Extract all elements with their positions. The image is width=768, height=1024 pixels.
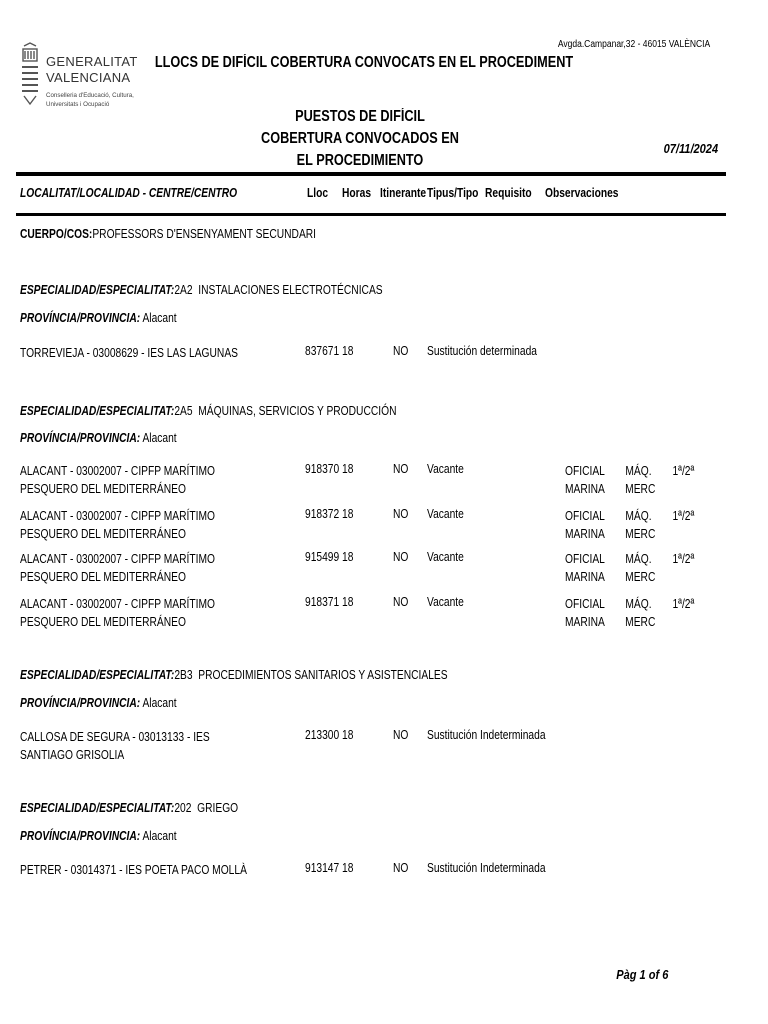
provincia-line (20, 829, 177, 843)
column-header-centro: LOCALITAT/LOCALIDAD - CENTRE/CENTRO (20, 186, 238, 200)
especialidad-name: MÁQUINAS, SERVICIOS Y PRODUCCIÓN (198, 404, 397, 418)
cell-horas: 18 (342, 728, 354, 742)
provincia-line (20, 311, 177, 325)
especialidad-heading (20, 283, 383, 297)
cell-itinerante: NO (393, 728, 409, 742)
especialidad-heading (20, 668, 448, 682)
cell-tipo: Vacante (427, 595, 464, 609)
provincia-value: Alacant (142, 829, 177, 843)
especialidad-label: ESPECIALIDAD/ESPECIALITAT: (20, 283, 175, 297)
cell-tipo: Vacante (427, 462, 464, 476)
page-number: Pàg 1 of 6 (615, 967, 668, 982)
cell-itinerante: NO (393, 861, 409, 875)
document-title-spanish: PUESTOS DE DIFÍCIL COBERTURA CONVOCADOS EN EL PROCEDIMIENTO (261, 108, 459, 169)
cell-centro: CALLOSA DE SEGURA - 03013133 - IES SANTIAGO GRISOLIA (20, 730, 210, 762)
document-date: 07/11/2024 (663, 141, 718, 156)
cuerpo-value: PROFESSORS D'ENSENYAMENT SECUNDARI (92, 227, 317, 241)
cell-centro: PETRER - 03014371 - IES POETA PACO MOLLÀ (20, 863, 247, 877)
column-header-itinerante: Itinerante (380, 186, 427, 200)
header-rule-bottom (16, 213, 726, 216)
especialidad-heading (20, 404, 396, 418)
table-row (20, 507, 720, 547)
provincia-label: PROVÍNCIA/PROVINCIA: (20, 311, 141, 325)
column-header-tipo: Tipus/Tipo (427, 186, 479, 200)
especialidad-label: ESPECIALIDAD/ESPECIALITAT: (20, 801, 175, 815)
cell-lloc: 213300 (305, 728, 340, 742)
table-row (20, 550, 720, 590)
cell-itinerante: NO (393, 550, 409, 564)
cell-horas: 18 (342, 550, 354, 564)
cell-lloc: 918371 (305, 595, 340, 609)
header-rule-top (16, 172, 726, 176)
especialidad-name: GRIEGO (197, 801, 239, 815)
address: Avgda.Campanar,32 - 46015 VALÈNCIA (557, 39, 710, 50)
cell-observaciones: OFICIAL MÁQ. 1ª/2ª MARINA MERC (565, 552, 695, 584)
especialidad-code: 202 (174, 801, 192, 815)
cell-centro: TORREVIEJA - 03008629 - IES LAS LAGUNAS (20, 346, 239, 360)
cell-tipo: Sustitución determinada (427, 344, 537, 358)
cell-itinerante: NO (393, 507, 409, 521)
provincia-label: PROVÍNCIA/PROVINCIA: (20, 829, 141, 843)
cell-centro: ALACANT - 03002007 - CIPFP MARÍTIMO PESQUERO DEL MEDITERRÁNEO (20, 509, 216, 541)
cell-observaciones: OFICIAL MÁQ. 1ª/2ª MARINA MERC (565, 597, 695, 629)
table-row (20, 344, 720, 384)
logo-subtitle-line2: Universitats i Ocupació (46, 101, 110, 108)
cell-lloc: 915499 (305, 550, 340, 564)
especialidad-code: 2A2 (174, 283, 193, 297)
cell-horas: 18 (342, 462, 354, 476)
cell-tipo: Sustitución Indeterminada (427, 861, 546, 875)
provincia-value: Alacant (142, 696, 177, 710)
table-row (20, 462, 720, 502)
column-header-lloc: Lloc (307, 186, 329, 200)
document-title-valencian: LLOCS DE DIFÍCIL COBERTURA CONVOCATS EN EL PROCEDIMENT (154, 54, 574, 71)
provincia-label: PROVÍNCIA/PROVINCIA: (20, 431, 141, 445)
especialidad-label: ESPECIALIDAD/ESPECIALITAT: (20, 668, 175, 682)
cell-lloc: 837671 (305, 344, 340, 358)
provincia-value: Alacant (142, 431, 177, 445)
cell-tipo: Sustitución Indeterminada (427, 728, 546, 742)
column-header-requisito: Requisito (485, 186, 532, 200)
column-header-horas: Horas (342, 186, 372, 200)
provincia-value: Alacant (142, 311, 177, 325)
especialidad-code: 2A5 (174, 404, 193, 418)
especialidad-heading (20, 801, 238, 815)
table-row (20, 861, 720, 901)
cell-centro: ALACANT - 03002007 - CIPFP MARÍTIMO PESQUERO DEL MEDITERRÁNEO (20, 597, 216, 629)
cell-lloc: 918370 (305, 462, 340, 476)
especialidad-name: INSTALACIONES ELECTROTÉCNICAS (198, 283, 383, 297)
cell-centro: ALACANT - 03002007 - CIPFP MARÍTIMO PESQUERO DEL MEDITERRÁNEO (20, 552, 216, 584)
cell-itinerante: NO (393, 462, 409, 476)
cuerpo-line (20, 227, 316, 241)
logo-title-line2: VALENCIANA (46, 70, 131, 85)
cell-horas: 18 (342, 344, 354, 358)
cell-centro: ALACANT - 03002007 - CIPFP MARÍTIMO PESQUERO DEL MEDITERRÁNEO (20, 464, 216, 496)
generalitat-emblem-icon (20, 42, 40, 106)
cell-lloc: 918372 (305, 507, 340, 521)
cell-tipo: Vacante (427, 550, 464, 564)
provincia-label: PROVÍNCIA/PROVINCIA: (20, 696, 141, 710)
especialidad-code: 2B3 (174, 668, 193, 682)
cell-tipo: Vacante (427, 507, 464, 521)
especialidad-label: ESPECIALIDAD/ESPECIALITAT: (20, 404, 175, 418)
cell-horas: 18 (342, 595, 354, 609)
cell-horas: 18 (342, 507, 354, 521)
column-header-observaciones: Observaciones (545, 186, 619, 200)
provincia-line (20, 696, 177, 710)
logo-title-line1: GENERALITAT (46, 54, 138, 69)
especialidad-name: PROCEDIMIENTOS SANITARIOS Y ASISTENCIALES (198, 668, 448, 682)
cell-observaciones: OFICIAL MÁQ. 1ª/2ª MARINA MERC (565, 464, 695, 496)
cell-lloc: 913147 (305, 861, 340, 875)
logo-subtitle-line1: Conselleria d'Educació, Cultura, (46, 92, 134, 99)
cuerpo-label: CUERPO/COS: (20, 227, 93, 241)
provincia-line (20, 431, 177, 445)
cell-itinerante: NO (393, 344, 409, 358)
cell-itinerante: NO (393, 595, 409, 609)
table-row (20, 595, 720, 635)
cell-horas: 18 (342, 861, 354, 875)
table-row (20, 728, 720, 768)
cell-observaciones: OFICIAL MÁQ. 1ª/2ª MARINA MERC (565, 509, 695, 541)
